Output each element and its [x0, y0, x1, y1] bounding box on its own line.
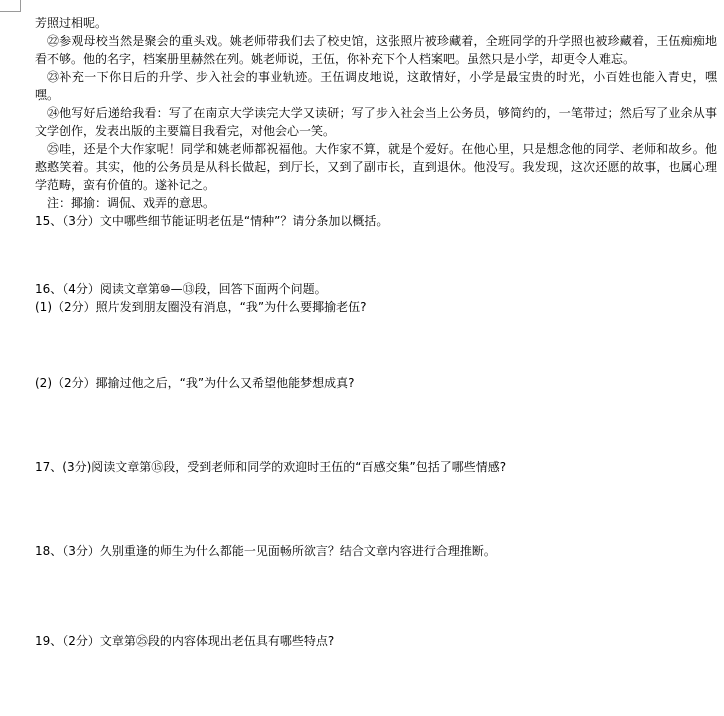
- question-16-2: (2)（2分）揶揄过他之后，“我”为什么又希望他能梦想成真?: [35, 376, 355, 390]
- document-page: [35, 14, 717, 650]
- answer-space-17[interactable]: [35, 476, 717, 542]
- passage-paragraph-22: ㉒参观母校当然是聚会的重头戏。姚老师带我们去了校史馆，这张照片被珍藏着，全班同学的升学照也被珍藏着，王伍痴痴地看不够。他的名字，档案册里赫然在列。姚老师说，王伍，你补充下个人档案吧。虽然只是小学，却更令人难忘。: [35, 34, 717, 66]
- question-19: 19、（2分）文章第㉕段的内容体现出老伍具有哪些特点?: [35, 634, 335, 648]
- question-18: 18、（3分）久别重逢的师生为什么都能一见面畅所欲言？结合文章内容进行合理推断。: [35, 544, 496, 558]
- passage-note: 注：揶揄：调侃、戏弄的意思。: [47, 196, 216, 210]
- question-16: 16、（4分）阅读文章第⑩—⑬段，回答下面两个问题。: [35, 282, 327, 296]
- question-17: 17、(3分)阅读文章第⑮段，受到老师和同学的欢迎时王伍的“百感交集”包括了哪些情感?: [35, 460, 507, 474]
- question-15: 15、（3分）文中哪些细节能证明老伍是“情种”？请分条加以概括。: [35, 214, 389, 228]
- answer-space-18[interactable]: [35, 560, 717, 632]
- passage-paragraph-24: ㉔他写好后递给我看：写了在南京大学读完大学又读研；写了步入社会当上公务员，够简约的，一笔带过；然后写了业余从事文学创作，发表出版的主要篇目我看完，对他会心一笑。: [35, 106, 717, 138]
- passage-line-continuation: 芳照过相呢。: [35, 16, 108, 30]
- question-16-1: (1)（2分）照片发到朋友圈没有消息，“我”为什么要揶揄老伍?: [35, 300, 367, 314]
- answer-space-16-2[interactable]: [35, 392, 717, 458]
- passage-paragraph-23: ㉓补充一下你日后的升学、步入社会的事业轨迹。王伍调皮地说，这敢情好，小学是最宝贵的时光，小百姓也能入青史，嘿嘿。: [35, 70, 717, 102]
- answer-space-16-1[interactable]: [35, 316, 717, 374]
- page-corner-mark: [0, 0, 21, 12]
- passage-paragraph-25: ㉕哇，还是个大作家呢！同学和姚老师都祝福他。大作家不算，就是个爱好。在他心里，只是想念他的同学、老师和故乡。他憨憨笑着。其实，他的公务员是从科长做起，到厅长，又到了副市长，直到退休。他没写。我发现，这次还愿的故事，也属心理学范畴，蛮有价值的。遂补记之。: [35, 142, 717, 192]
- answer-space-15[interactable]: [35, 230, 717, 280]
